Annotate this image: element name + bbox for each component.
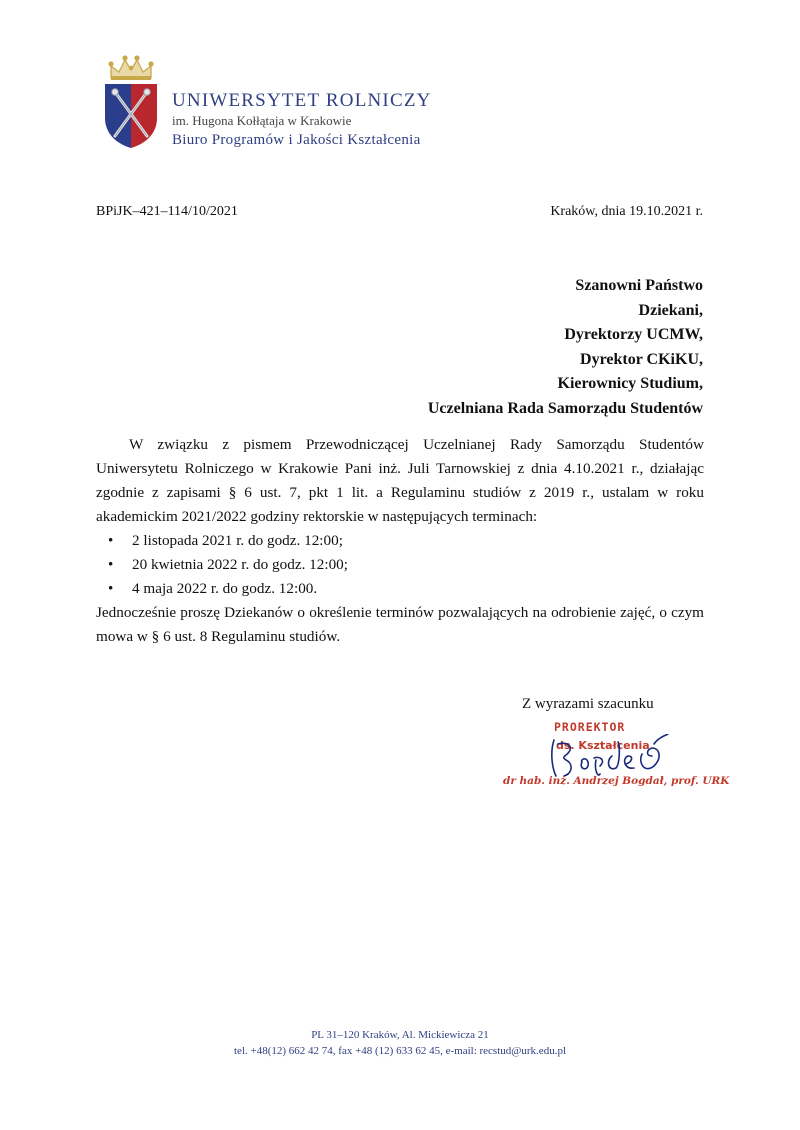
- addressee-line: Szanowni Państwo: [575, 277, 703, 294]
- addressee-line: Dyrektorzy UCMW,: [564, 326, 703, 343]
- footer-address: PL 31–120 Kraków, Al. Mickiewicza 21: [311, 1029, 489, 1041]
- reference-number: BPiJK–421–114/10/2021: [96, 204, 238, 219]
- addressee-line: Kierownicy Studium,: [557, 375, 703, 392]
- addressee-line: Uczelniana Rada Samorządu Studentów: [427, 399, 703, 417]
- list-item: [96, 553, 704, 577]
- date-item-text: 4 maja 2022 r. do godz. 12:00.: [132, 580, 318, 597]
- footer: [0, 1027, 800, 1059]
- bullet-icon: •: [108, 556, 114, 573]
- letter-body: [96, 433, 704, 649]
- stamp-name: dr hab. inż. Andrzej Bogdał, prof. URK: [503, 775, 730, 787]
- stamp-subtitle: ds. Kształcenia: [556, 739, 650, 752]
- closing-salutation: Z wyrazami szacunku: [522, 696, 654, 712]
- university-name: UNIWERSYTET ROLNICZY: [172, 90, 432, 111]
- university-crest-logo: [103, 52, 159, 152]
- list-item: [96, 529, 704, 553]
- office-name: Biuro Programów i Jakości Kształcenia: [172, 132, 421, 148]
- bullet-icon: •: [108, 532, 114, 549]
- addressee-block: [428, 274, 703, 421]
- footer-contact: tel. +48(12) 662 42 74, fax +48 (12) 633 62 45, e-mail: recstud@urk.edu.pl: [234, 1045, 566, 1057]
- addressee-line: Dziekani,: [638, 301, 703, 319]
- intro-paragraph: W związku z pismem Przewodniczącej Uczelnianej Rady Samorządu Studentów Uniwersytetu Rolniczego w Krakowie Pani inż. Juli Tarnowskiej z dnia 4.10.2021 r., działając zgodnie z zapisami § 6 ust. 7, pkt 1 lit. a Regulaminu studiów z 2019 r., ustalam w roku akademickim 2021/2022 godziny rektorskie w następujących terminach:: [96, 436, 704, 525]
- place-date: Kraków, dnia 19.10.2021 r.: [550, 204, 703, 219]
- date-item-text: 20 kwietnia 2022 r. do godz. 12:00;: [132, 556, 348, 573]
- letterhead: [172, 90, 432, 150]
- addressee-line: Dyrektor CKiKU,: [580, 350, 703, 368]
- closing-paragraph: Jednocześnie proszę Dziekanów o określenie terminów pozwalających na odrobienie zajęć, o czym mowa w § 6 ust. 8 Regulaminu studiów.: [96, 604, 704, 645]
- university-patron: im. Hugona Kołłątaja w Krakowie: [172, 113, 352, 128]
- bullet-icon: •: [108, 580, 114, 597]
- crown-icon: [108, 55, 153, 80]
- dates-list: [96, 529, 704, 601]
- stamp-title: PROREKTOR: [554, 720, 626, 734]
- list-item: [96, 577, 704, 601]
- shield-icon: [105, 84, 157, 148]
- date-item-text: 2 listopada 2021 r. do godz. 12:00;: [132, 532, 343, 549]
